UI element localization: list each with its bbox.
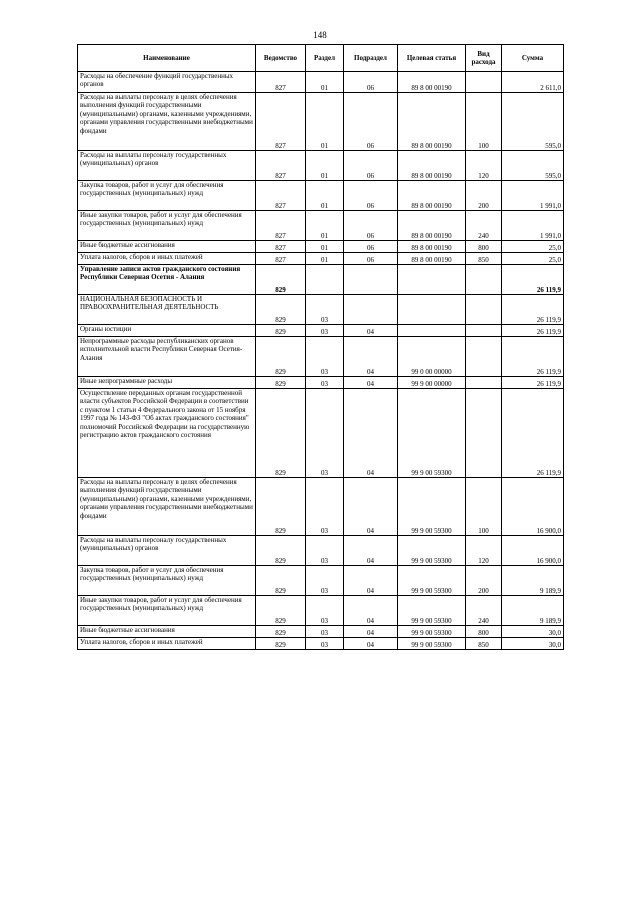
- cell-sum: 30,0: [502, 626, 564, 638]
- cell-name: Осуществление переданных органам государственной власти субъектов Российской Федерации в соответствии с пунктом 1 статьи 4 Федерального закона от 15 ноября 1997 года № 143-ФЗ "Об актах гражданского состояния" полномочий Российской Федерации на государственную регистрацию актов гражданского состояния: [78, 389, 256, 478]
- table-row: [78, 596, 564, 626]
- cell-type: 100: [466, 93, 502, 151]
- cell-sum: 26 119,9: [502, 325, 564, 337]
- cell-subsection: 04: [344, 389, 398, 478]
- cell-section: 03: [306, 325, 344, 337]
- cell-section: [306, 265, 344, 295]
- table-row: [78, 337, 564, 377]
- cell-section: 03: [306, 638, 344, 650]
- cell-target: 89 8 00 00190: [398, 72, 466, 93]
- cell-section: 03: [306, 626, 344, 638]
- cell-section: 01: [306, 151, 344, 181]
- cell-sum: 16 900,0: [502, 478, 564, 536]
- cell-dept: 829: [256, 596, 306, 626]
- table-row: [78, 253, 564, 265]
- cell-name: Органы юстиции: [78, 325, 256, 337]
- cell-dept: 829: [256, 389, 306, 478]
- cell-subsection: 04: [344, 626, 398, 638]
- cell-dept: 827: [256, 151, 306, 181]
- cell-target: 89 8 00 00190: [398, 241, 466, 253]
- table-row: [78, 638, 564, 650]
- cell-type: 120: [466, 536, 502, 566]
- cell-name: Закупка товаров, работ и услуг для обеспечения государственных (муниципальных) нужд: [78, 566, 256, 596]
- cell-target: [398, 325, 466, 337]
- cell-type: [466, 325, 502, 337]
- cell-section: 03: [306, 295, 344, 325]
- cell-sum: 1 991,0: [502, 181, 564, 211]
- cell-type: 800: [466, 241, 502, 253]
- cell-section: 01: [306, 241, 344, 253]
- cell-dept: 827: [256, 93, 306, 151]
- cell-type: 240: [466, 211, 502, 241]
- cell-name: Иные непрограммные расходы: [78, 377, 256, 389]
- cell-name: Иные закупки товаров, работ и услуг для обеспечения государственных (муниципальных) нужд: [78, 596, 256, 626]
- cell-target: 99 9 00 59300: [398, 536, 466, 566]
- cell-sum: 9 189,9: [502, 566, 564, 596]
- table-row: [78, 151, 564, 181]
- cell-section: 03: [306, 478, 344, 536]
- table-row: [78, 478, 564, 536]
- cell-sum: 26 119,9: [502, 265, 564, 295]
- cell-type: [466, 265, 502, 295]
- table-row: [78, 536, 564, 566]
- cell-subsection: 06: [344, 151, 398, 181]
- table-row: [78, 265, 564, 295]
- cell-dept: 827: [256, 211, 306, 241]
- cell-target: 99 9 00 59300: [398, 626, 466, 638]
- header-type: Вид расхода: [466, 45, 502, 72]
- table-row: [78, 241, 564, 253]
- cell-sum: 26 119,9: [502, 295, 564, 325]
- cell-type: 240: [466, 596, 502, 626]
- cell-name: Расходы на выплаты персоналу государственных (муниципальных) органов: [78, 536, 256, 566]
- cell-subsection: 04: [344, 337, 398, 377]
- table-row: [78, 181, 564, 211]
- table-row: [78, 566, 564, 596]
- cell-section: 03: [306, 566, 344, 596]
- cell-sum: 26 119,9: [502, 389, 564, 478]
- cell-subsection: 04: [344, 536, 398, 566]
- header-subsection: Подраздел: [344, 45, 398, 72]
- cell-dept: 829: [256, 295, 306, 325]
- cell-section: 03: [306, 377, 344, 389]
- cell-name: Иные закупки товаров, работ и услуг для обеспечения государственных (муниципальных) нужд: [78, 211, 256, 241]
- cell-target: 99 9 00 59300: [398, 566, 466, 596]
- cell-type: [466, 295, 502, 325]
- cell-subsection: [344, 265, 398, 295]
- cell-dept: 827: [256, 181, 306, 211]
- cell-subsection: 06: [344, 72, 398, 93]
- cell-name: Расходы на выплаты персоналу в целях обеспечения выполнения функций государственными (муниципальными) органами, казенными учреждениями, органами управления государственными внебюджетными фондами: [78, 93, 256, 151]
- cell-target: 89 8 00 00190: [398, 181, 466, 211]
- cell-target: 99 9 00 00000: [398, 377, 466, 389]
- cell-subsection: 06: [344, 241, 398, 253]
- cell-name: Уплата налогов, сборов и иных платежей: [78, 253, 256, 265]
- cell-name: Иные бюджетные ассигнования: [78, 626, 256, 638]
- table-row: [78, 211, 564, 241]
- cell-subsection: 06: [344, 211, 398, 241]
- cell-sum: 26 119,9: [502, 337, 564, 377]
- header-target: Целевая статья: [398, 45, 466, 72]
- cell-sum: 30,0: [502, 638, 564, 650]
- cell-type: 200: [466, 181, 502, 211]
- page-number: 148: [313, 30, 327, 40]
- cell-subsection: 04: [344, 566, 398, 596]
- cell-type: 800: [466, 626, 502, 638]
- cell-name: Расходы на обеспечение функций государственных органов: [78, 72, 256, 93]
- cell-dept: 829: [256, 536, 306, 566]
- table-row: [78, 295, 564, 325]
- cell-sum: 2 611,0: [502, 72, 564, 93]
- cell-sum: 25,0: [502, 241, 564, 253]
- cell-sum: 25,0: [502, 253, 564, 265]
- cell-section: 01: [306, 72, 344, 93]
- cell-dept: 829: [256, 337, 306, 377]
- header-dept: Ведомство: [256, 45, 306, 72]
- cell-dept: 827: [256, 241, 306, 253]
- cell-sum: 595,0: [502, 93, 564, 151]
- cell-name: Иные бюджетные ассигнования: [78, 241, 256, 253]
- cell-dept: 827: [256, 72, 306, 93]
- cell-target: 89 8 00 00190: [398, 253, 466, 265]
- cell-target: 89 8 00 00190: [398, 151, 466, 181]
- cell-subsection: 06: [344, 93, 398, 151]
- cell-dept: 829: [256, 626, 306, 638]
- cell-section: 01: [306, 253, 344, 265]
- cell-name: Уплата налогов, сборов и иных платежей: [78, 638, 256, 650]
- cell-sum: 16 900,0: [502, 536, 564, 566]
- cell-section: 03: [306, 596, 344, 626]
- cell-name: Управление записи актов гражданского состояния Республики Северная Осетия - Алания: [78, 265, 256, 295]
- cell-dept: 829: [256, 265, 306, 295]
- table-row: [78, 389, 564, 478]
- cell-name: Расходы на выплаты персоналу государственных (муниципальных) органов: [78, 151, 256, 181]
- cell-subsection: 04: [344, 325, 398, 337]
- cell-type: [466, 377, 502, 389]
- cell-sum: 26 119,9: [502, 377, 564, 389]
- cell-subsection: [344, 295, 398, 325]
- cell-sum: 1 991,0: [502, 211, 564, 241]
- header-sum: Сумма: [502, 45, 564, 72]
- cell-subsection: 04: [344, 638, 398, 650]
- cell-type: 200: [466, 566, 502, 596]
- cell-dept: 829: [256, 638, 306, 650]
- table-row: [78, 325, 564, 337]
- cell-type: [466, 389, 502, 478]
- cell-section: 01: [306, 211, 344, 241]
- cell-sum: 595,0: [502, 151, 564, 181]
- cell-section: 01: [306, 93, 344, 151]
- cell-subsection: 04: [344, 478, 398, 536]
- cell-target: [398, 295, 466, 325]
- cell-section: 03: [306, 337, 344, 377]
- cell-type: 120: [466, 151, 502, 181]
- cell-subsection: 06: [344, 181, 398, 211]
- cell-dept: 829: [256, 377, 306, 389]
- cell-type: 850: [466, 253, 502, 265]
- cell-target: 89 8 00 00190: [398, 93, 466, 151]
- cell-dept: 829: [256, 325, 306, 337]
- cell-section: 01: [306, 181, 344, 211]
- cell-section: 03: [306, 389, 344, 478]
- cell-sum: 9 189,9: [502, 596, 564, 626]
- cell-type: 850: [466, 638, 502, 650]
- cell-target: [398, 265, 466, 295]
- cell-name: НАЦИОНАЛЬНАЯ БЕЗОПАСНОСТЬ И ПРАВООХРАНИТЕЛЬНАЯ ДЕЯТЕЛЬНОСТЬ: [78, 295, 256, 325]
- cell-dept: 829: [256, 566, 306, 596]
- cell-name: Закупка товаров, работ и услуг для обеспечения государственных (муниципальных) нужд: [78, 181, 256, 211]
- table-row: [78, 93, 564, 151]
- cell-target: 99 9 00 59300: [398, 478, 466, 536]
- cell-type: [466, 337, 502, 377]
- cell-target: 89 8 00 00190: [398, 211, 466, 241]
- table-row: [78, 377, 564, 389]
- cell-subsection: 04: [344, 377, 398, 389]
- cell-name: Расходы на выплаты персоналу в целях обеспечения выполнения функций государственными (муниципальными) органами, казенными учреждениями, органами управления государственными внебюджетными фондами: [78, 478, 256, 536]
- cell-type: [466, 72, 502, 93]
- cell-subsection: 04: [344, 596, 398, 626]
- cell-target: 99 9 00 59300: [398, 389, 466, 478]
- table-row: [78, 72, 564, 93]
- header-section: Раздел: [306, 45, 344, 72]
- cell-section: 03: [306, 536, 344, 566]
- cell-subsection: 06: [344, 253, 398, 265]
- cell-name: Непрограммные расходы республиканских органов исполнительной власти Республики Северная Осетия-Алания: [78, 337, 256, 377]
- cell-target: 99 9 00 59300: [398, 596, 466, 626]
- cell-target: 99 0 00 00000: [398, 337, 466, 377]
- table-header-row: [78, 45, 564, 72]
- budget-table: [77, 44, 564, 650]
- cell-target: 99 9 00 59300: [398, 638, 466, 650]
- table-row: [78, 626, 564, 638]
- cell-type: 100: [466, 478, 502, 536]
- header-name: Наименование: [78, 45, 256, 72]
- cell-dept: 827: [256, 253, 306, 265]
- cell-dept: 829: [256, 478, 306, 536]
